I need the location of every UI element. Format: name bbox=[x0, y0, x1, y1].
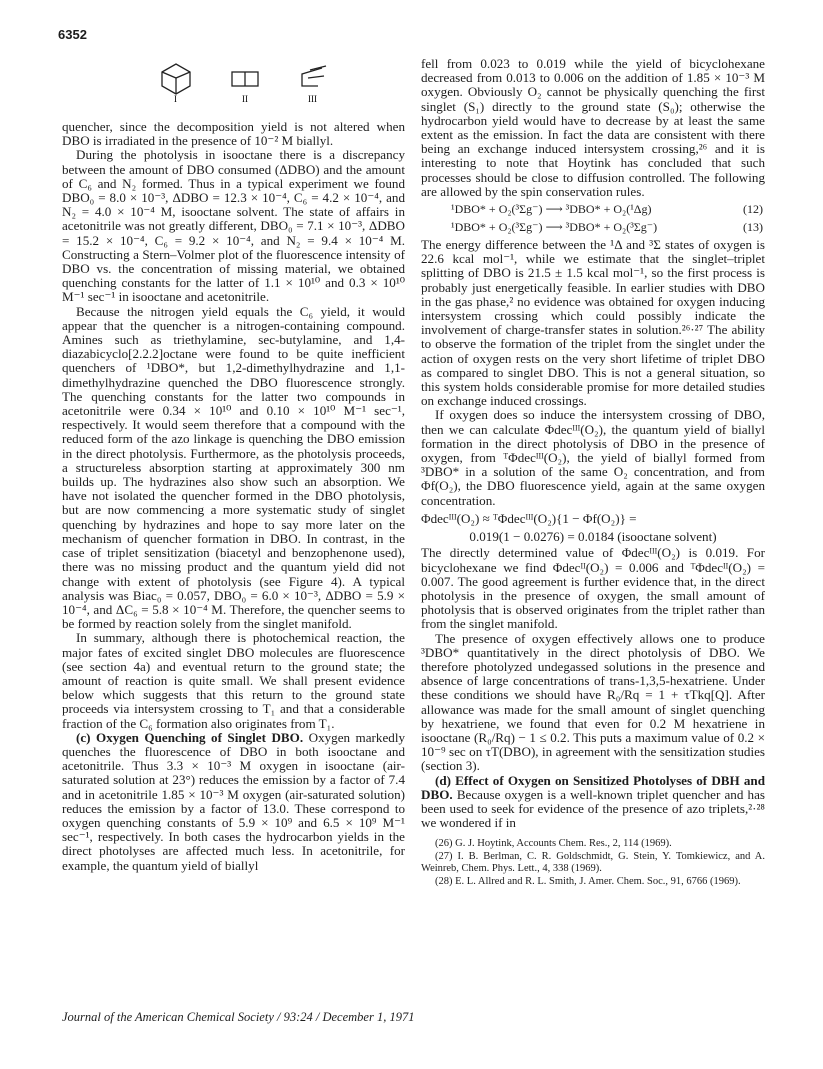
paragraph: fell from 0.023 to 0.019 while the yield of bicyclohexane decreased from 0.013 to 0.006 on the addition of 1.85 × 10⁻³ M oxygen. Obviously O₂ cannot be physically quenching the first singlet (S₁) directly to the ground state (S₀); otherwise the hydrocarbon yield would have to decrease by at least the same extent as the emission. In fact the data are consistent with there being an exchange induced intersystem crossing,²⁶ and it is interesting to note that Hoytink has concluded that such processes should be close to diffusion controlled. The following are allowed by the spin conservation rules. bbox=[421, 56, 765, 199]
paragraph: The directly determined value of Φdecᴵᴵᴵ(O₂) is 0.019. For bicyclohexane we find Φdecᴵᴵ(O₂) = 0.006 and ᵀΦdecᴵᴵ(O₂) = 0.007. The good agreement is further evidence that, in the direct photolysis in the presence of oxygen, the small amount of photolysis that is observed originates from the triplet rather than from the singlet manifold. bbox=[421, 545, 765, 632]
paragraph: The energy difference between the ¹Δ and ³Σ states of oxygen is 22.6 kcal mol⁻¹, while we estimate that the singlet–triplet splitting of DBO is 21.5 ± 1.5 kcal mol⁻¹, so the first process is probably just energetically feasible. In earlier studies with DBO in the gas phase,² no evidence was obtained for oxygen inducing intersystem crossing which could possibly indicate the involvement of charge-transfer states in solution.²⁶·²⁷ The ability to observe the formation of the triplet from the singlet under the action of oxygen rests on the very short lifetime of triplet DBO as compared to singlet DBO. This is not a general situation, so this system holds considerable promise for more detailed studies on exchange induced crossings. bbox=[421, 237, 765, 409]
section-heading-d: (d) Effect of Oxygen on Sensitized Photolyses of DBH and DBO. bbox=[421, 772, 765, 802]
footnote-28: (28) E. L. Allred and R. L. Smith, J. Amer. Chem. Soc., 91, 6766 (1969). bbox=[435, 875, 741, 887]
equation-13 bbox=[451, 220, 765, 235]
footnote-26: (26) G. J. Hoytink, Accounts Chem. Res., 2, 114 (1969). bbox=[435, 838, 672, 850]
equation-text: ¹DBO* + O₂(³Σg⁻) ⟶ ³DBO* + O₂(¹Δg) bbox=[451, 202, 652, 217]
chemical-structures-figure bbox=[150, 58, 370, 103]
equation-text: ¹DBO* + O₂(³Σg⁻) ⟶ ³DBO* + O₂(³Σg⁻) bbox=[451, 220, 658, 235]
structure-label-i: I bbox=[174, 94, 177, 103]
structure-label-iii: III bbox=[308, 94, 317, 103]
paragraph: quencher, since the decomposition yield is not altered when DBO is irradiated in the presence of 10⁻² M biallyl. bbox=[62, 119, 405, 149]
equation-number: (13) bbox=[743, 220, 763, 235]
right-column bbox=[421, 57, 765, 888]
left-column bbox=[62, 120, 405, 873]
structure-label-ii: II bbox=[242, 94, 248, 103]
structure-i bbox=[162, 64, 190, 94]
section-heading-c: (c) Oxygen Quenching of Singlet DBO. bbox=[76, 729, 304, 745]
paragraph: In summary, although there is photochemical reaction, the major fates of excited singlet DBO molecules are fluorescence (see section 4a) and eventual return to the ground state; the amount of reaction is quite small. We shall present evidence below which suggests that this return to the ground state proceeds via intersystem crossing to T₁ and that a considerable fraction of the C₆ formation also originates from T₁. bbox=[62, 630, 405, 731]
paragraph: The presence of oxygen effectively allows one to produce ³DBO* quantitatively in the direct photolysis of DBO. We therefore photolyzed undegassed solutions in the presence and absence of large concentrations of trans-1,3,5-hexatriene. Under these conditions we should have R₀/Rq = 1 + τTkq[Q]. After allowance was made for the small amount of singlet quenching by hexatriene, we found that even for 0.2 M hexatriene in isooctane (R₀/Rq) − 1 ≤ 0.2. This puts a maximum value of 0.2 × 10⁻⁹ sec on τT(DBO), in agreement with the sensitization studies (section 3). bbox=[421, 630, 765, 774]
math-expression: Φdecᴵᴵᴵ(O₂) ≈ ᵀΦdecᴵᴵᴵ(O₂){1 − Φf(O₂)} = bbox=[421, 510, 637, 526]
structure-iii bbox=[302, 66, 326, 86]
paragraph: Because the nitrogen yield equals the C₆ yield, it would appear that the quencher is a nitrogen-containing compound. Amines such as triethylamine, sec-butylamine, and 1,4-diazabicyclo[2.2.2]octane were found to be quite inefficient quenchers of ¹DBO*, but 1,2-dimethylhydrazine and 1,1-dimethylhydrazine quenched the DBO fluorescence strongly. The quenching constants for the latter two compounds in acetonitrile were 0.34 × 10¹⁰ and 0.10 × 10¹⁰ M⁻¹ sec⁻¹, respectively. It would seem therefore that a compound with the reduced form of the azo linkage is quenching the DBO emission in the direct photolysis. Furthermore, as the photolysis proceeds, a structureless absorption starting at approximately 300 nm builds up. The hydrazines also show such an absorption. We have not isolated the quencher formed in the DBO photolysis, but are now commencing a more systematic study of singlet quenching by hydrazines and hope to say more later on the mechanism of quencher formation in DBO. In contrast, in the case of triplet sensitization (biacetyl and benzophenone used), there was no missing product and the quantum yield did not change with extent of photolysis (see Figure 4). A typical analysis was Biac₀ = 0.057, DBO₀ = 6.0 × 10⁻³, ΔDBO = 5.9 × 10⁻⁴, and ΔC₆ = 5.8 × 10⁻⁴ M. Therefore, the quencher seems to be formed by reaction solely from the singlet manifold. bbox=[62, 303, 405, 632]
page-number: 6352 bbox=[58, 27, 87, 42]
paragraph: During the photolysis in isooctane there is a discrepancy between the amount of DBO consumed (ΔDBO) and the amount of C₆ and N₂ formed. Thus in a typical experiment we found DBO₀ = 8.0 × 10⁻³, ΔDBO = 12.3 × 10⁻⁴, C₆ = 4.2 × 10⁻⁴, and N₂ = 4.0 × 10⁻⁴ M, isooctane solvent. The state of affairs in acetonitrile was not greatly different, DBO₀ = 7.1 × 10⁻³, ΔDBO = 15.2 × 10⁻⁴, C₆ = 9.2 × 10⁻⁴, and N₂ = 9.4 × 10⁻⁴ M. Constructing a Stern–Volmer plot of the fluorescence intensity of DBO vs. the concentration of missing material, we obtained quenching constants for the latter of 1.1 × 10¹⁰ and 0.3 × 10¹⁰ M⁻¹ sec⁻¹ in isooctane and acetonitrile. bbox=[62, 147, 405, 305]
paragraph: If oxygen does so induce the intersystem crossing of DBO, then we can calculate Φdecᴵᴵᴵ(O₂), the quantum yield of biallyl formation in the direct photolysis of DBO in the presence of oxygen, from ᵀΦdecᴵᴵᴵ(O₂), the yield of biallyl formed from ³DBO* in a solution of the same O₂ concentration, and from Φf(O₂), the DBO fluorescence yield, again at the same oxygen concentration. bbox=[421, 407, 765, 508]
equation-number: (12) bbox=[743, 202, 763, 217]
equation-12 bbox=[451, 202, 765, 217]
math-expression: 0.019(1 − 0.0276) = 0.0184 (isooctane solvent) bbox=[469, 529, 717, 545]
structure-ii bbox=[232, 72, 258, 86]
journal-footer: Journal of the American Chemical Society / 93:24 / December 1, 1971 bbox=[62, 1010, 415, 1024]
paragraph bbox=[421, 774, 765, 831]
paragraph-text: Oxygen markedly quenches the fluorescence of DBO in both isooctane and acetonitrile. Thus 3.3 × 10⁻³ M oxygen in isooctane (air-saturated solution at 23°) reduces the emission by a factor of 7.4 and in acetonitrile 1.85 × 10⁻³ M oxygen (air-saturated solution) reduces the emission by a factor of 13.0. These correspond to oxygen quenching constants of 5.9 × 10⁹ and 6.5 × 10⁹ M⁻¹ sec⁻¹, respectively. In both cases the hydrocarbon yields in the direct photolyses are affected much less. In acetonitrile, for example, the quantum yield of biallyl bbox=[62, 729, 405, 873]
footnotes bbox=[421, 838, 765, 888]
paragraph bbox=[62, 731, 405, 873]
footnote-27: (27) I. B. Berlman, C. R. Goldschmidt, G. Stein, Y. Tomkiewicz, and A. Weinreb, Chem. Phys. Lett., 4, 338 (1969). bbox=[421, 850, 765, 875]
paragraph-text: Because oxygen is a well-known triplet quencher and has been used to seek for evidence of the presence of azo triplets,²·²⁸ we wondered if in bbox=[421, 786, 765, 831]
